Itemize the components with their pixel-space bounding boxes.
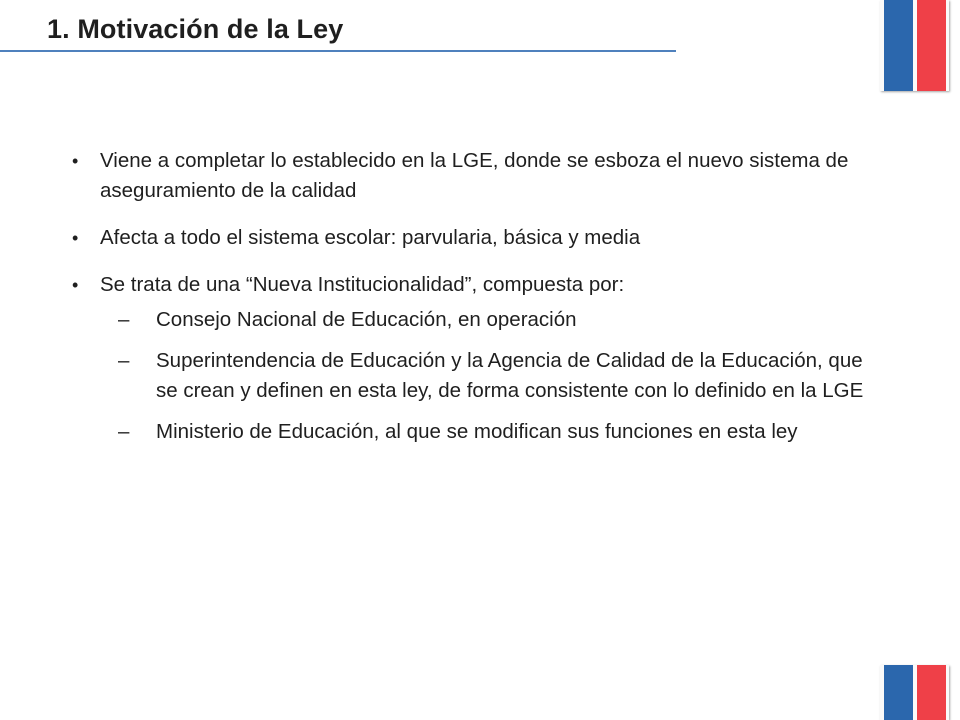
sub-bullet-text: Consejo Nacional de Educación, en operación (156, 308, 577, 331)
flag-red-stripe (917, 0, 946, 91)
flag-blue-stripe (884, 0, 913, 91)
sub-bullet-item (72, 346, 872, 406)
bullet-item (72, 270, 872, 300)
slide-body (72, 146, 872, 458)
sub-bullet-text: Superintendencia de Educación y la Agencia de Calidad de la Educación, que se crean y definen en esta ley, de forma consistente con lo definido en la LGE (156, 349, 864, 402)
flag-emblem-top (880, 0, 949, 91)
dash-marker: – (118, 349, 130, 372)
bullet-text: Se trata de una “Nueva Institucionalidad”, compuesta por: (100, 273, 625, 296)
bullet-text: Viene a completar lo establecido en la LGE, donde se esboza el nuevo sistema de aseguramiento de la calidad (100, 149, 849, 202)
sub-bullet-text: Ministerio de Educación, al que se modifican sus funciones en esta ley (156, 420, 798, 443)
bullet-text: Afecta a todo el sistema escolar: parvularia, básica y media (100, 226, 641, 249)
slide-title: 1. Motivación de la Ley (47, 14, 344, 44)
flag-blue-stripe (884, 665, 913, 720)
bullet-item (72, 146, 872, 206)
dash-marker: – (118, 420, 130, 443)
title-underline (0, 50, 676, 52)
bullet-marker: • (72, 275, 79, 295)
bullet-marker: • (72, 151, 79, 171)
flag-red-stripe (917, 665, 946, 720)
sub-bullet-list (72, 305, 872, 447)
flag-emblem-bottom (880, 665, 949, 720)
bullet-item (72, 223, 872, 253)
dash-marker: – (118, 308, 130, 331)
sub-bullet-item (72, 305, 872, 335)
sub-bullet-item (72, 417, 872, 447)
bullet-marker: • (72, 228, 79, 248)
